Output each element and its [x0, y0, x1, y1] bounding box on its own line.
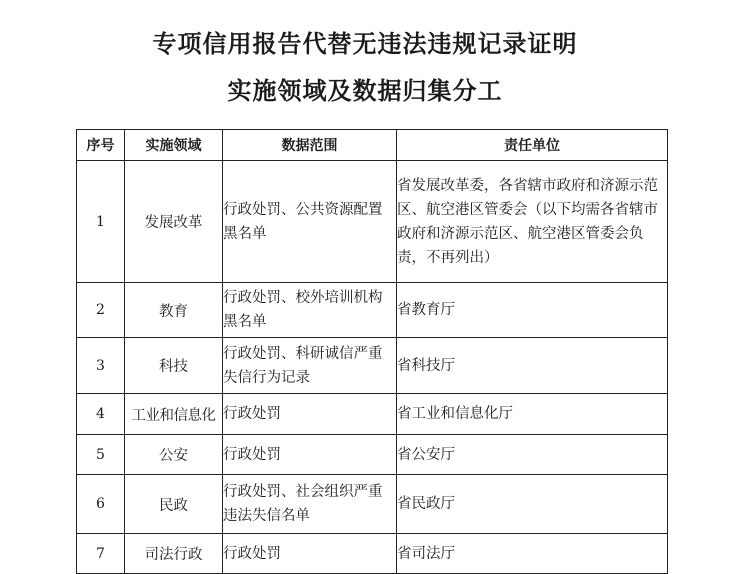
row-scope: 行政处罚、科研诚信严重失信行为记录	[223, 338, 397, 394]
row-no: 3	[77, 338, 125, 394]
row-unit: 省工业和信息化厅	[397, 394, 668, 435]
row-no: 2	[77, 283, 125, 338]
row-unit: 省科技厅	[397, 338, 668, 394]
row-area: 科技	[125, 338, 223, 394]
row-scope: 行政处罚	[223, 394, 397, 435]
table-row	[77, 435, 668, 475]
row-area: 民政	[125, 475, 223, 534]
row-no: 5	[77, 435, 125, 475]
header-area: 实施领域	[125, 130, 223, 161]
row-scope: 行政处罚、公共资源配置黑名单	[223, 161, 397, 283]
row-scope: 行政处罚	[223, 435, 397, 475]
table-header-row	[77, 130, 668, 161]
header-no: 序号	[77, 130, 125, 161]
row-area: 教育	[125, 283, 223, 338]
header-unit: 责任单位	[397, 130, 668, 161]
row-unit: 省民政厅	[397, 475, 668, 534]
row-scope: 行政处罚、校外培训机构黑名单	[223, 283, 397, 338]
table-row	[77, 394, 668, 435]
row-area: 公安	[125, 435, 223, 475]
table-row	[77, 534, 668, 574]
row-area: 司法行政	[125, 534, 223, 574]
row-no: 1	[77, 161, 125, 283]
row-scope: 行政处罚	[223, 534, 397, 574]
table-row	[77, 283, 668, 338]
row-unit: 省发展改革委，各省辖市政府和济源示范区、航空港区管委会（以下均需各省辖市政府和济源示范区、航空港区管委会负责，不再列出）	[397, 161, 668, 283]
row-unit: 省教育厅	[397, 283, 668, 338]
row-area: 工业和信息化	[125, 394, 223, 435]
row-no: 7	[77, 534, 125, 574]
document-title-line2: 实施领域及数据归集分工	[227, 76, 503, 105]
document-title-line1: 专项信用报告代替无违法违规记录证明	[152, 29, 578, 58]
row-scope: 行政处罚、社会组织严重违法失信名单	[223, 475, 397, 534]
row-unit: 省公安厅	[397, 435, 668, 475]
table-row	[77, 161, 668, 283]
table-row	[77, 338, 668, 394]
row-area: 发展改革	[125, 161, 223, 283]
header-scope: 数据范围	[223, 130, 397, 161]
division-table	[76, 129, 668, 574]
row-no: 4	[77, 394, 125, 435]
row-unit: 省司法厅	[397, 534, 668, 574]
table-row	[77, 475, 668, 534]
row-no: 6	[77, 475, 125, 534]
